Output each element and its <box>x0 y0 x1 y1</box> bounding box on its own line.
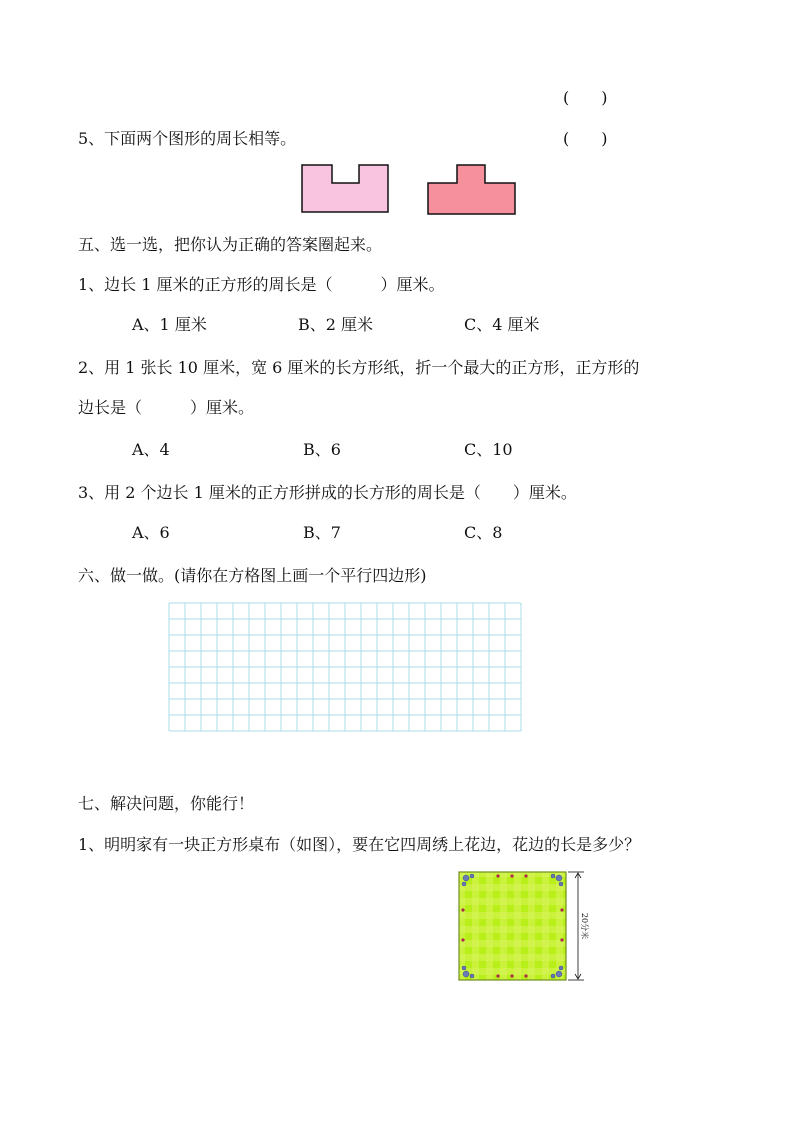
answer-paren-q4[interactable]: ( ) <box>563 88 608 107</box>
dimension-label: 20分米 <box>580 912 589 940</box>
section-5-title: 五、选一选，把你认为正确的答案圈起来。 <box>78 235 383 254</box>
figure-notched-rectangle <box>301 164 391 214</box>
answer-paren-q5[interactable]: ( ) <box>563 129 608 148</box>
figure-1-shape <box>302 165 388 212</box>
tablecloth-figure <box>458 870 588 984</box>
option-a[interactable]: A、6 <box>132 523 170 542</box>
option-a[interactable]: A、4 <box>132 440 170 459</box>
option-a[interactable]: A、1 厘米 <box>132 315 207 334</box>
tablecloth-square <box>459 872 566 980</box>
drawing-grid[interactable] <box>168 602 524 734</box>
question-7-1-text: 1、明明家有一块正方形桌布（如图），要在它四周绣上花边，花边的长是多少？ <box>78 835 641 854</box>
section-6-title: 六、做一做。(请你在方格图上画一个平行四边形) <box>78 566 427 585</box>
option-b[interactable]: B、2 厘米 <box>298 315 374 334</box>
option-c[interactable]: C、8 <box>464 523 503 542</box>
option-b[interactable]: B、7 <box>303 523 341 542</box>
option-c[interactable]: C、4 厘米 <box>464 315 540 334</box>
figure-2-shape <box>428 165 515 214</box>
section-7-title: 七、解决问题，你能行！ <box>78 794 255 813</box>
option-c[interactable]: C、10 <box>464 440 513 459</box>
question-5-2-line1: 2、用 1 张长 10 厘米，宽 6 厘米的长方形纸，折一个最大的正方形，正方形的 <box>78 358 640 377</box>
option-b[interactable]: B、6 <box>303 440 341 459</box>
figure-stepped-rectangle <box>427 164 519 216</box>
question-5-text: 5、下面两个图形的周长相等。 <box>78 129 297 148</box>
question-5-1-text: 1、边长 1 厘米的正方形的周长是（ ）厘米。 <box>78 275 445 294</box>
question-5-2-line2: 边长是（ ）厘米。 <box>78 398 255 417</box>
question-5-3-text: 3、用 2 个边长 1 厘米的正方形拼成的长方形的周长是（ ）厘米。 <box>78 483 577 502</box>
